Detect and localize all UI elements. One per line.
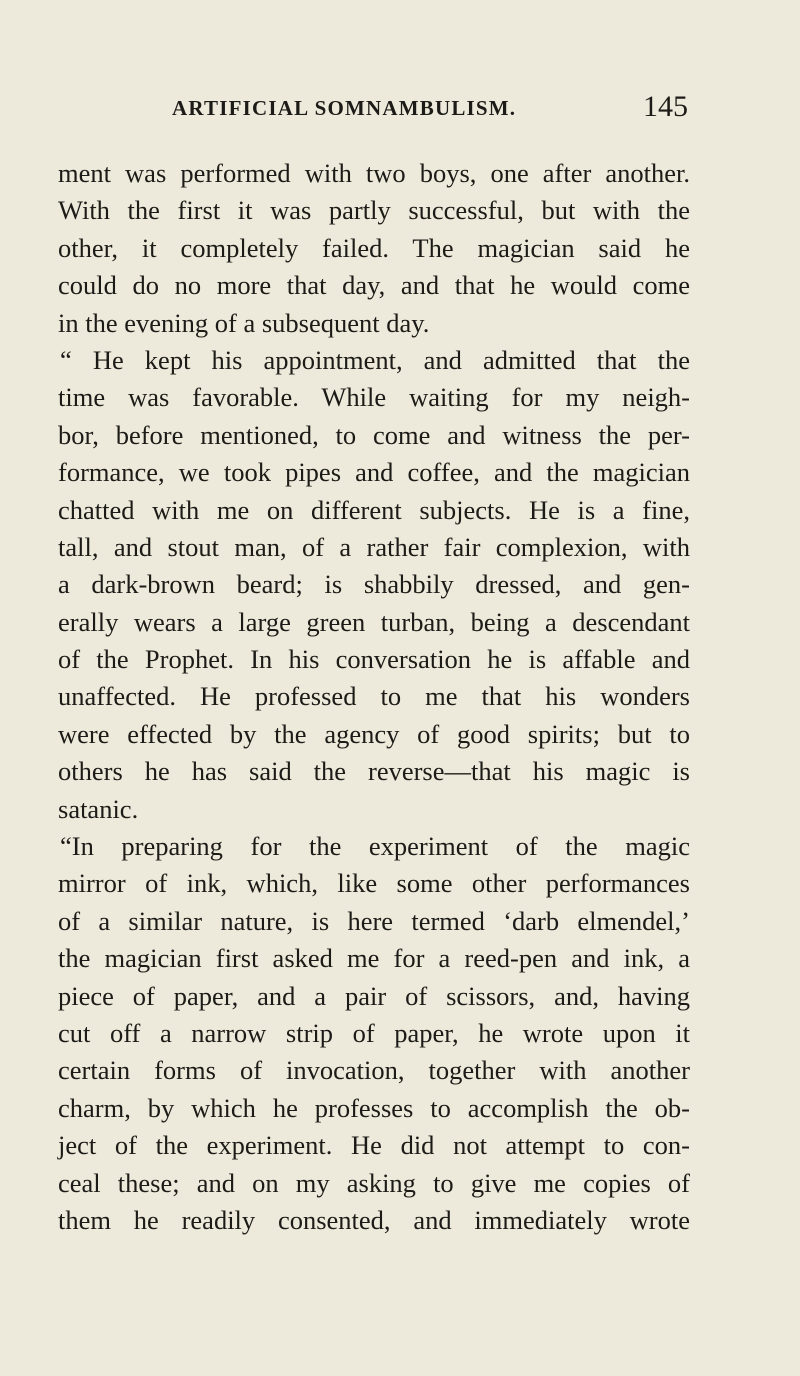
text-line: others he has said the reverse—that his magic is	[58, 756, 690, 787]
text-line: “ He kept his appointment, and admitted that the	[60, 344, 690, 375]
text-line: ceal these; and on my asking to give me copies of	[58, 1167, 690, 1198]
text-line: chatted with me on different subjects. He is a fine,	[58, 494, 690, 525]
text-line: cut off a narrow strip of paper, he wrote upon it	[58, 1017, 690, 1048]
text-line: could do no more that day, and that he would come	[58, 270, 690, 301]
text-line: bor, before mentioned, to come and witness the per-	[58, 419, 690, 450]
text-line: charm, by which he professes to accomplish the ob-	[58, 1092, 690, 1123]
text-line: ment was performed with two boys, one after another.	[58, 158, 690, 188]
text-line: piece of paper, and a pair of scissors, and, having	[58, 980, 690, 1011]
text-line: mirror of ink, which, like some other performances	[58, 868, 690, 899]
text-line: formance, we took pipes and coffee, and the magician	[58, 457, 690, 488]
text-line: other, it completely failed. The magician said he	[58, 232, 690, 263]
text-line: of the Prophet. In his conversation he is affable and	[58, 644, 690, 675]
running-head: ARTIFICIAL SOMNAMBULISM.	[172, 96, 517, 120]
text-line: time was favorable. While waiting for my neigh-	[58, 382, 690, 413]
text-line: of a similar nature, is here termed ‘darb elmendel,’	[58, 905, 690, 936]
text-line: With the first it was partly successful, but with the	[58, 195, 690, 226]
text-line: a dark-brown beard; is shabbily dressed, and gen-	[58, 569, 690, 600]
text-line: erally wears a large green turban, being a descendant	[58, 606, 690, 637]
text-line: certain forms of invocation, together with another	[58, 1055, 690, 1086]
text-line: in the evening of a subsequent day.	[58, 307, 430, 338]
page-header	[168, 90, 688, 134]
text-line: “In preparing for the experiment of the magic	[60, 831, 690, 862]
text-line: the magician first asked me for a reed-pen and ink, a	[58, 943, 690, 974]
text-line: satanic.	[58, 793, 139, 824]
text-line: them he readily consented, and immediately wrote	[58, 1204, 690, 1235]
page-number: 145	[643, 90, 688, 123]
body-text	[58, 155, 690, 1239]
text-line: tall, and stout man, of a rather fair complexion, with	[58, 531, 690, 562]
text-line: ject of the experiment. He did not attempt to con-	[58, 1130, 690, 1161]
text-line: unaffected. He professed to me that his wonders	[58, 681, 690, 712]
text-line: were effected by the agency of good spirits; but to	[58, 718, 690, 749]
